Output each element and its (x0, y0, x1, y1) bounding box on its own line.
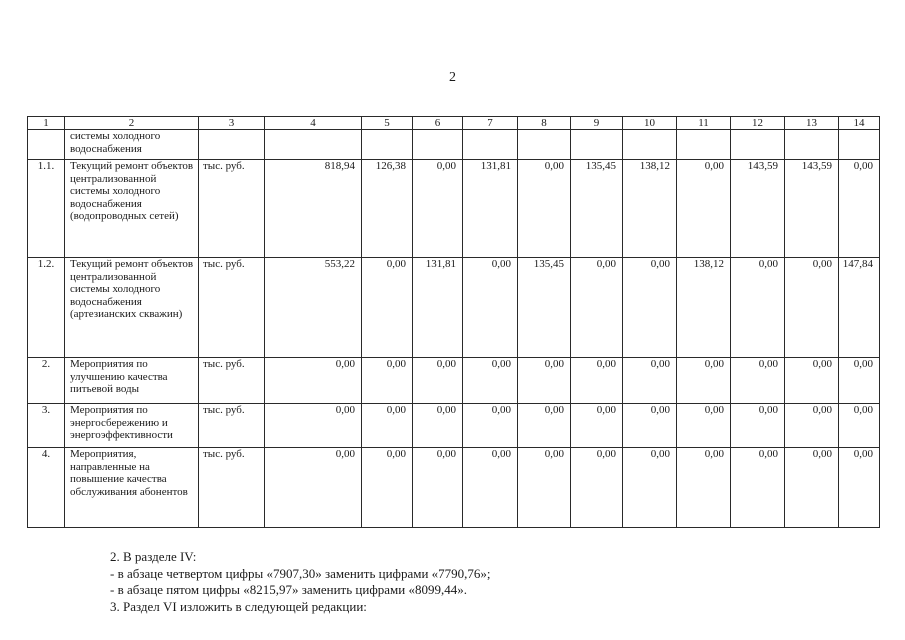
value-cell: 0,00 (731, 358, 785, 404)
value-cell: 0,00 (362, 258, 413, 358)
value-cell: 135,45 (571, 160, 623, 258)
empty-cell (28, 130, 65, 160)
row-number: 1.2. (28, 258, 65, 358)
empty-cell (571, 130, 623, 160)
row-unit: тыс. руб. (199, 160, 265, 258)
table-header-row (28, 117, 880, 130)
row-number: 4. (28, 448, 65, 528)
value-cell: 0,00 (571, 358, 623, 404)
row-name: системы холодного водоснабжения (65, 130, 199, 160)
value-cell: 147,84 (839, 258, 880, 358)
value-cell: 0,00 (413, 358, 463, 404)
empty-cell (785, 130, 839, 160)
value-cell: 0,00 (265, 358, 362, 404)
value-cell: 0,00 (265, 404, 362, 448)
value-cell: 0,00 (731, 404, 785, 448)
row-unit: тыс. руб. (199, 404, 265, 448)
value-cell: 143,59 (731, 160, 785, 258)
amendment-notes (110, 549, 491, 615)
header-cell: 1 (28, 117, 65, 130)
value-cell: 0,00 (623, 358, 677, 404)
value-cell: 0,00 (677, 358, 731, 404)
row-name: Текущий ремонт объектов централизованной системы холодного водоснабжения (артезианских скважин) (65, 258, 199, 358)
value-cell: 0,00 (413, 448, 463, 528)
value-cell: 0,00 (677, 448, 731, 528)
header-cell: 4 (265, 117, 362, 130)
value-cell: 0,00 (839, 404, 880, 448)
value-cell: 0,00 (623, 448, 677, 528)
empty-cell (413, 130, 463, 160)
empty-cell (463, 130, 518, 160)
value-cell: 0,00 (731, 258, 785, 358)
empty-cell (623, 130, 677, 160)
empty-cell (199, 130, 265, 160)
header-cell: 11 (677, 117, 731, 130)
table-row (28, 448, 880, 528)
header-cell: 2 (65, 117, 199, 130)
header-cell: 13 (785, 117, 839, 130)
value-cell: 0,00 (362, 404, 413, 448)
value-cell: 131,81 (413, 258, 463, 358)
value-cell: 138,12 (677, 258, 731, 358)
empty-cell (839, 130, 880, 160)
row-name: Мероприятия по улучшению качества питьевой воды (65, 358, 199, 404)
empty-cell (731, 130, 785, 160)
row-name: Мероприятия, направленные на повышение качества обслуживания абонентов (65, 448, 199, 528)
value-cell: 0,00 (571, 448, 623, 528)
row-unit: тыс. руб. (199, 258, 265, 358)
header-cell: 3 (199, 117, 265, 130)
value-cell: 0,00 (677, 404, 731, 448)
row-name: Мероприятия по энергосбережению и энергоэффективности (65, 404, 199, 448)
value-cell: 0,00 (518, 358, 571, 404)
value-cell: 0,00 (731, 448, 785, 528)
value-cell: 0,00 (839, 160, 880, 258)
value-cell: 0,00 (785, 358, 839, 404)
value-cell: 0,00 (623, 404, 677, 448)
value-cell: 0,00 (413, 160, 463, 258)
value-cell: 0,00 (571, 404, 623, 448)
value-cell: 0,00 (463, 448, 518, 528)
note-line: 3. Раздел VI изложить в следующей редакции: (110, 598, 367, 614)
value-cell: 553,22 (265, 258, 362, 358)
header-cell: 6 (413, 117, 463, 130)
value-cell: 0,00 (839, 448, 880, 528)
value-cell: 0,00 (785, 448, 839, 528)
value-cell: 0,00 (362, 358, 413, 404)
value-cell: 131,81 (463, 160, 518, 258)
value-cell: 0,00 (518, 404, 571, 448)
value-cell: 0,00 (265, 448, 362, 528)
row-unit: тыс. руб. (199, 448, 265, 528)
value-cell: 135,45 (518, 258, 571, 358)
value-cell: 0,00 (571, 258, 623, 358)
note-line: - в абзаце пятом цифры «8215,97» заменить цифрами «8099,44». (110, 582, 467, 597)
note-line: 2. В разделе IV: (110, 549, 197, 564)
empty-cell (362, 130, 413, 160)
header-cell: 7 (463, 117, 518, 130)
value-cell: 143,59 (785, 160, 839, 258)
table-row (28, 404, 880, 448)
header-cell: 12 (731, 117, 785, 130)
page-number: 2 (449, 70, 456, 85)
row-number: 1.1. (28, 160, 65, 258)
empty-cell (518, 130, 571, 160)
value-cell: 0,00 (839, 358, 880, 404)
header-cell: 8 (518, 117, 571, 130)
table-row (28, 358, 880, 404)
value-cell: 0,00 (463, 258, 518, 358)
value-cell: 0,00 (362, 448, 413, 528)
value-cell: 0,00 (677, 160, 731, 258)
value-cell: 0,00 (463, 358, 518, 404)
value-cell: 0,00 (623, 258, 677, 358)
works-table (27, 116, 880, 528)
note-line: - в абзаце четвертом цифры «7907,30» заменить цифрами «7790,76»; (110, 565, 491, 581)
table-row (28, 160, 880, 258)
row-unit: тыс. руб. (199, 358, 265, 404)
row-name: Текущий ремонт объектов централизованной системы холодного водоснабжения (водопроводных сетей) (65, 160, 199, 258)
value-cell: 0,00 (518, 448, 571, 528)
value-cell: 126,38 (362, 160, 413, 258)
header-cell: 9 (571, 117, 623, 130)
table-row-continuation (28, 130, 880, 160)
empty-cell (677, 130, 731, 160)
header-cell: 5 (362, 117, 413, 130)
value-cell: 0,00 (785, 258, 839, 358)
value-cell: 0,00 (463, 404, 518, 448)
value-cell: 0,00 (785, 404, 839, 448)
header-cell: 10 (623, 117, 677, 130)
value-cell: 138,12 (623, 160, 677, 258)
row-number: 2. (28, 358, 65, 404)
empty-cell (265, 130, 362, 160)
value-cell: 0,00 (413, 404, 463, 448)
header-cell: 14 (839, 117, 880, 130)
value-cell: 818,94 (265, 160, 362, 258)
value-cell: 0,00 (518, 160, 571, 258)
row-number: 3. (28, 404, 65, 448)
table-row (28, 258, 880, 358)
